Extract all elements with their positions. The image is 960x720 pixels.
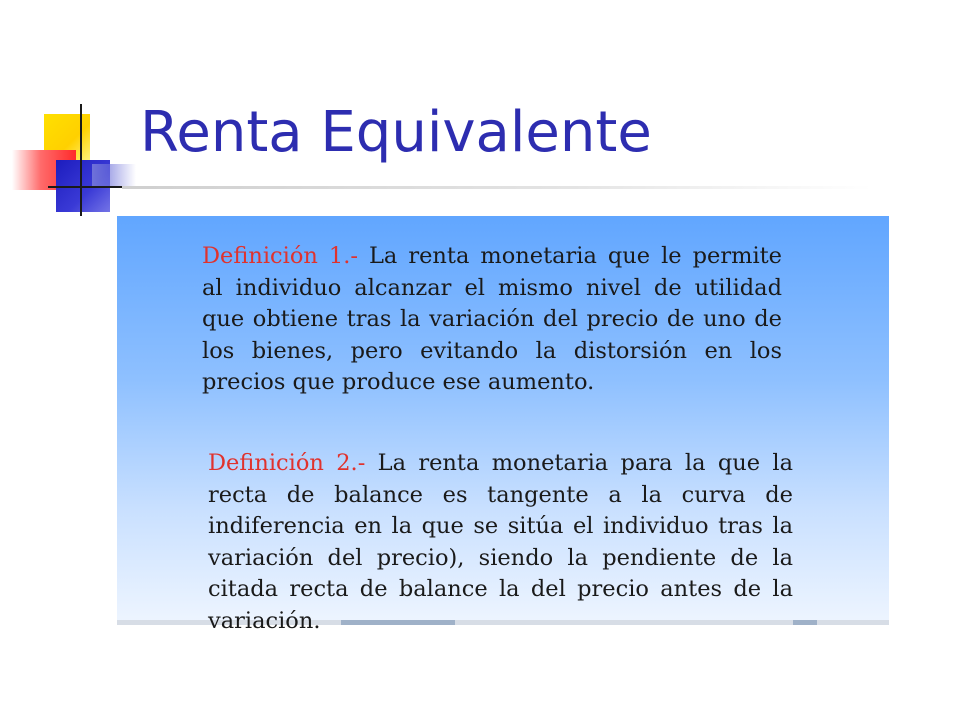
blue-fade bbox=[92, 164, 136, 188]
horizontal-line bbox=[48, 186, 122, 188]
definition-1 bbox=[202, 241, 782, 399]
definition-1-label: Definición 1.- bbox=[202, 243, 358, 269]
vertical-line bbox=[80, 104, 82, 216]
panel-bottom-segment bbox=[793, 620, 817, 625]
definition-2-label: Definición 2.- bbox=[208, 450, 366, 476]
decorative-logo bbox=[0, 0, 140, 220]
definition-2-text: La renta monetaria para la que la recta de balance es tangente a la curva de indiferencia en la que se sitúa el individuo tras la variación del precio), siendo la pendiente de la citada recta de balance la del precio antes de la variación. bbox=[208, 450, 793, 634]
definition-1-text: La renta monetaria que le permite al individuo alcanzar el mismo nivel de utilidad que obtiene tras la variación del precio de uno de los bienes, pero evitando la distorsión en los precios que produce ese aumento. bbox=[202, 243, 782, 395]
definition-2 bbox=[208, 448, 793, 637]
slide-title: Renta Equivalente bbox=[140, 100, 652, 165]
title-underline bbox=[122, 186, 872, 189]
